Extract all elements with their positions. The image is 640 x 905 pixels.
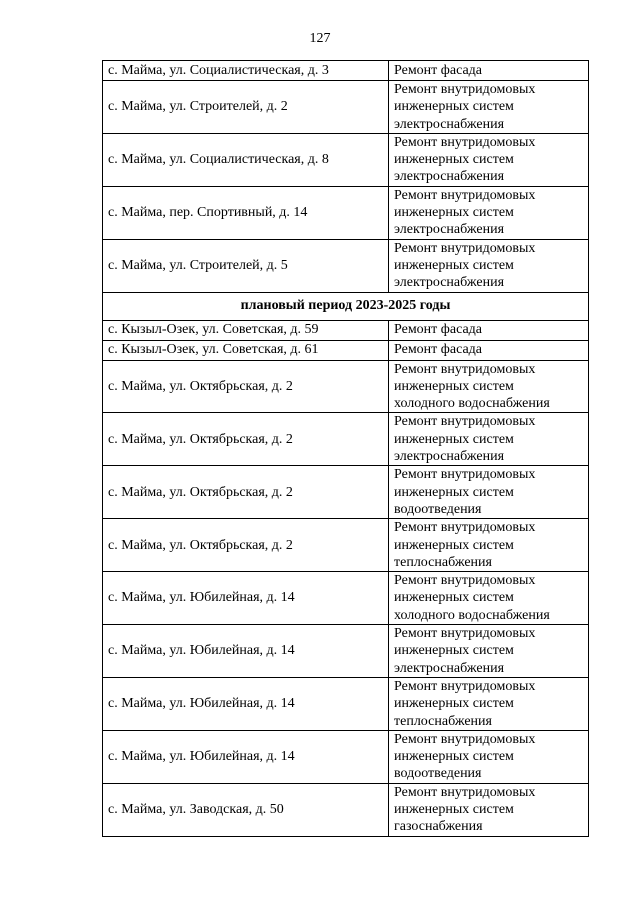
table-row <box>103 466 589 519</box>
table-row <box>103 519 589 572</box>
address-cell: с. Майма, ул. Социалистическая, д. 3 <box>103 61 389 81</box>
work-type-cell: Ремонт внутридомовых инженерных систем электроснабжения <box>389 413 589 466</box>
address-cell: с. Кызыл-Озек, ул. Советская, д. 59 <box>103 320 389 340</box>
table-row <box>103 572 589 625</box>
table-row <box>103 320 589 340</box>
table-row <box>103 730 589 783</box>
address-cell: с. Майма, ул. Октябрьская, д. 2 <box>103 466 389 519</box>
work-type-cell: Ремонт фасада <box>389 61 589 81</box>
work-type-cell: Ремонт внутридомовых инженерных систем газоснабжения <box>389 783 589 836</box>
address-cell: с. Майма, ул. Октябрьская, д. 2 <box>103 413 389 466</box>
work-type-cell: Ремонт внутридомовых инженерных систем электроснабжения <box>389 625 589 678</box>
table-row <box>103 677 589 730</box>
table-row <box>103 133 589 186</box>
address-cell: с. Майма, ул. Октябрьская, д. 2 <box>103 360 389 413</box>
work-type-cell: Ремонт внутридомовых инженерных систем электроснабжения <box>389 239 589 292</box>
work-type-cell: Ремонт внутридомовых инженерных систем холодного водоснабжения <box>389 572 589 625</box>
address-cell: с. Майма, ул. Юбилейная, д. 14 <box>103 730 389 783</box>
section-title: плановый период 2023-2025 годы <box>103 292 589 320</box>
table-row <box>103 360 589 413</box>
page-number: 127 <box>309 31 331 46</box>
address-cell: с. Майма, ул. Социалистическая, д. 8 <box>103 133 389 186</box>
address-cell: с. Кызыл-Озек, ул. Советская, д. 61 <box>103 340 389 360</box>
work-type-cell: Ремонт внутридомовых инженерных систем водоотведения <box>389 466 589 519</box>
address-cell: с. Майма, ул. Юбилейная, д. 14 <box>103 625 389 678</box>
work-type-cell: Ремонт фасада <box>389 320 589 340</box>
address-cell: с. Майма, ул. Юбилейная, д. 14 <box>103 677 389 730</box>
address-cell: с. Майма, пер. Спортивный, д. 14 <box>103 186 389 239</box>
table-row <box>103 239 589 292</box>
address-cell: с. Майма, ул. Строителей, д. 5 <box>103 239 389 292</box>
address-cell: с. Майма, ул. Строителей, д. 2 <box>103 81 389 134</box>
table-body <box>103 61 589 837</box>
work-type-cell: Ремонт внутридомовых инженерных систем электроснабжения <box>389 81 589 134</box>
section-header-row <box>103 292 589 320</box>
work-type-cell: Ремонт внутридомовых инженерных систем водоотведения <box>389 730 589 783</box>
table-row <box>103 340 589 360</box>
address-cell: с. Майма, ул. Юбилейная, д. 14 <box>103 572 389 625</box>
table-row <box>103 61 589 81</box>
table-row <box>103 81 589 134</box>
work-type-cell: Ремонт фасада <box>389 340 589 360</box>
table-row <box>103 413 589 466</box>
table-row <box>103 186 589 239</box>
work-type-cell: Ремонт внутридомовых инженерных систем холодного водоснабжения <box>389 360 589 413</box>
work-type-cell: Ремонт внутридомовых инженерных систем электроснабжения <box>389 186 589 239</box>
work-type-cell: Ремонт внутридомовых инженерных систем электроснабжения <box>389 133 589 186</box>
work-type-cell: Ремонт внутридомовых инженерных систем теплоснабжения <box>389 677 589 730</box>
address-cell: с. Майма, ул. Заводская, д. 50 <box>103 783 389 836</box>
table-row <box>103 625 589 678</box>
table-row <box>103 783 589 836</box>
repair-works-table <box>102 60 589 837</box>
work-type-cell: Ремонт внутридомовых инженерных систем теплоснабжения <box>389 519 589 572</box>
address-cell: с. Майма, ул. Октябрьская, д. 2 <box>103 519 389 572</box>
